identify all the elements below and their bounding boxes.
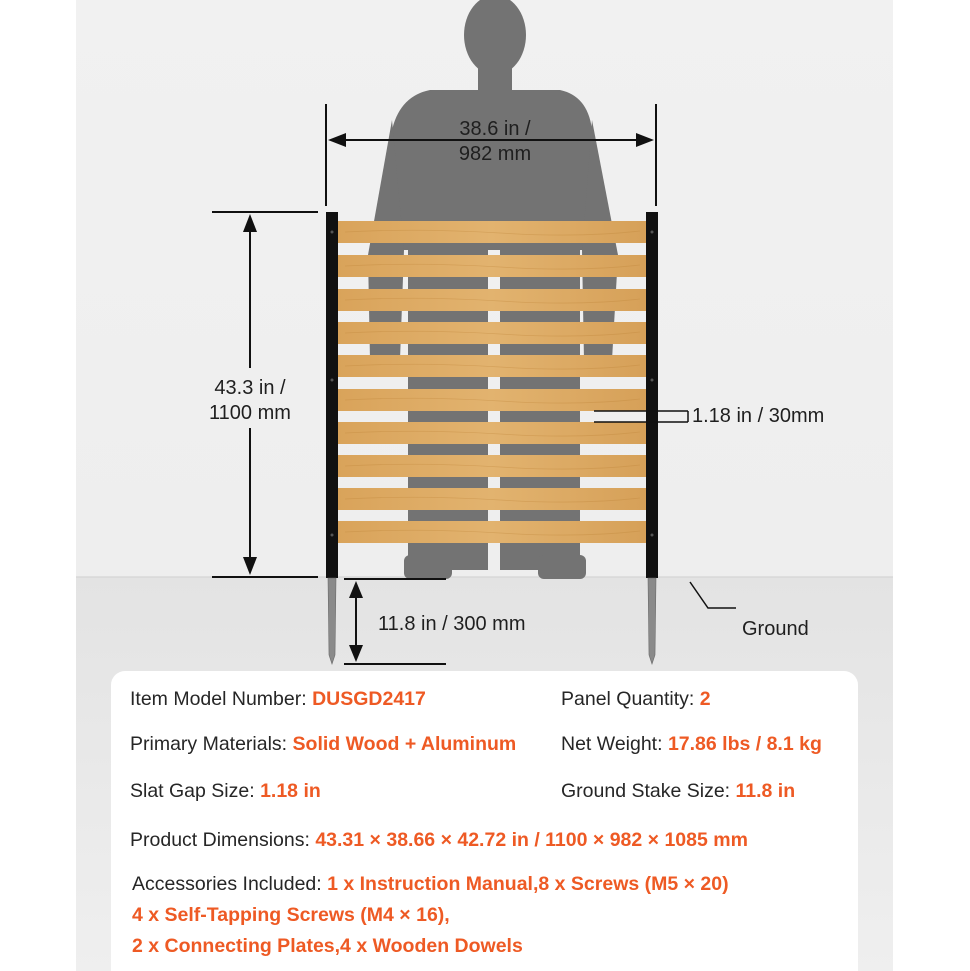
spec-slat-gap (130, 780, 321, 803)
spec-dims-value: 43.31 × 38.66 × 42.72 in / 1100 × 982 × 1085 mm (315, 829, 748, 851)
spec-model-label: Item Model Number: (130, 688, 313, 710)
width-line2: 982 mm (458, 143, 532, 165)
spec-dimensions (130, 829, 748, 852)
spec-acc-line1: 1 x Instruction Manual,8 x Screws (M5 × 20) (327, 873, 729, 895)
spec-acc-line2: 4 x Self-Tapping Screws (M4 × 16), (132, 904, 450, 926)
spec-stake-label: Ground Stake Size: (561, 780, 736, 802)
spec-net-weight (561, 733, 822, 756)
spec-materials (130, 733, 516, 756)
stake-dimension-label: 11.8 in / 300 mm (378, 613, 526, 635)
spec-model (130, 688, 426, 711)
spec-accessories (132, 873, 729, 896)
width-dimension-label (425, 117, 565, 167)
height-line2: 1100 mm (209, 402, 291, 424)
spec-gap-label: Slat Gap Size: (130, 780, 261, 802)
spec-dims-label: Product Dimensions: (130, 829, 316, 851)
height-dimension-label (190, 376, 310, 426)
spec-gap-value: 1.18 in (260, 780, 321, 802)
spec-weight-label: Net Weight: (561, 733, 668, 755)
height-line1: 43.3 in / (214, 377, 286, 399)
spec-acc-line3: 2 x Connecting Plates,4 x Wooden Dowels (132, 935, 523, 957)
ground-label: Ground (742, 618, 809, 640)
width-line1: 38.6 in / (459, 118, 531, 140)
spec-panel-quantity (561, 688, 711, 711)
spec-ground-stake (561, 780, 795, 803)
spec-model-value: DUSGD2417 (312, 688, 426, 710)
spec-stake-value: 11.8 in (735, 780, 796, 802)
spec-materials-label: Primary Materials: (130, 733, 293, 755)
spec-weight-value: 17.86 lbs / 8.1 kg (667, 733, 822, 755)
slat-gap-label: 1.18 in / 30mm (692, 405, 825, 427)
spec-panel-value: 2 (699, 688, 711, 710)
spec-panel-label: Panel Quantity: (561, 688, 700, 710)
spec-acc-label: Accessories Included: (132, 873, 328, 895)
spec-materials-value: Solid Wood + Aluminum (292, 733, 517, 755)
